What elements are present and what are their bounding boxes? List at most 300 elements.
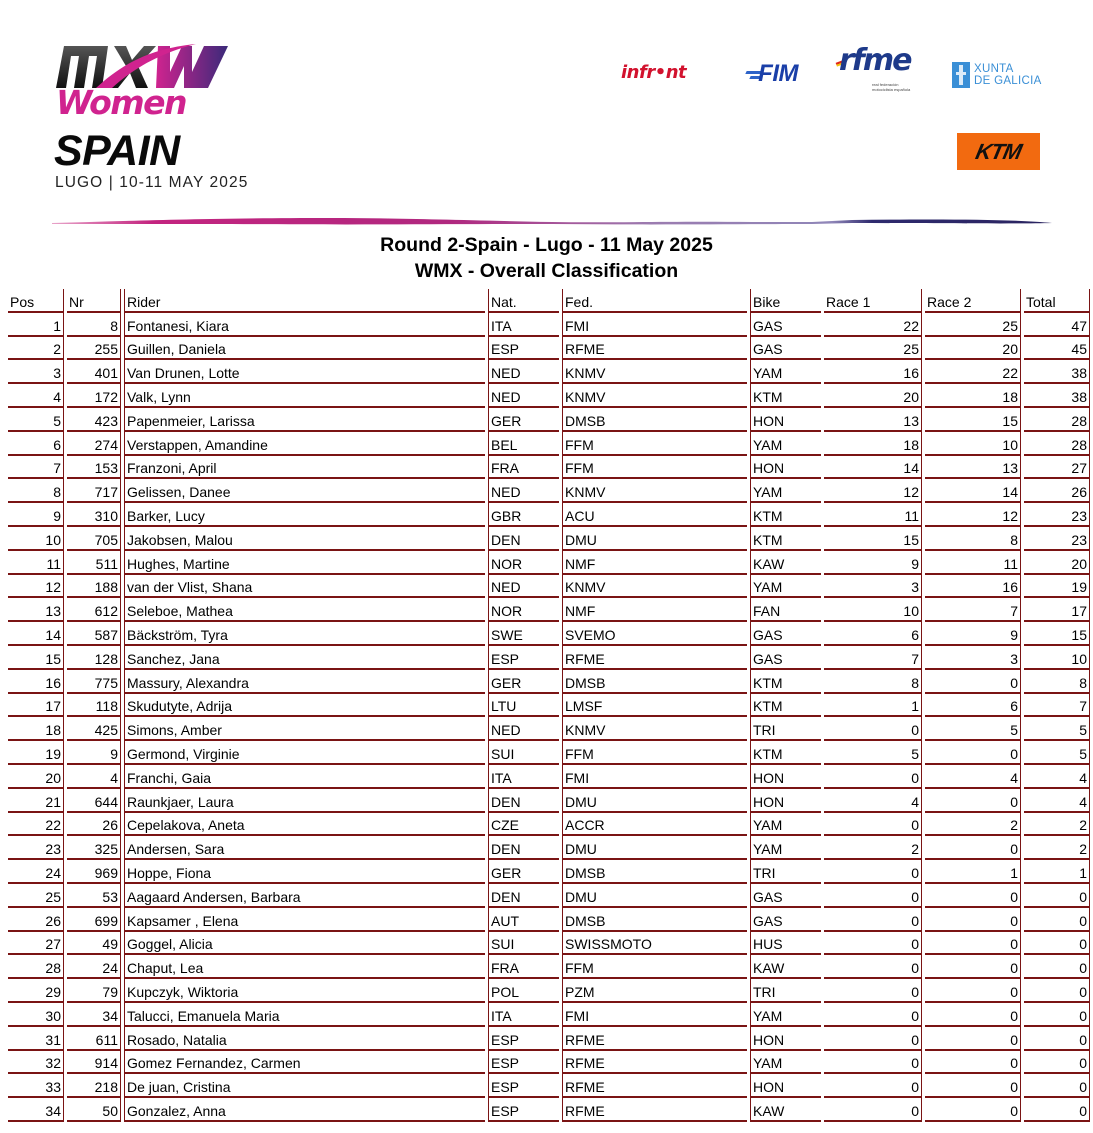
cell-race1: 0 bbox=[824, 955, 922, 979]
cell-fed: FFM bbox=[562, 456, 747, 480]
cell-nat: NOR bbox=[488, 551, 559, 575]
cell-race1: 4 bbox=[824, 789, 922, 813]
cell-nat: BEL bbox=[488, 432, 559, 456]
table-row bbox=[8, 955, 1090, 979]
cell-pos: 5 bbox=[8, 408, 64, 432]
cell-race1: 10 bbox=[824, 598, 922, 622]
cell-race1: 25 bbox=[824, 337, 922, 361]
cell-fed: NMF bbox=[562, 551, 747, 575]
cell-fed: RFME bbox=[562, 1051, 747, 1075]
cell-nr: 34 bbox=[67, 1003, 121, 1027]
cell-nr: 26 bbox=[67, 813, 121, 837]
cell-nr: 611 bbox=[67, 1027, 121, 1051]
cell-rider: Van Drunen, Lotte bbox=[124, 360, 485, 384]
cell-total: 0 bbox=[1024, 1098, 1090, 1122]
rfme-wordmark: rfme bbox=[839, 43, 911, 78]
cell-bike: YAM bbox=[750, 432, 821, 456]
cell-fed: RFME bbox=[562, 337, 747, 361]
cell-rider: Germond, Virginie bbox=[124, 741, 485, 765]
table-row bbox=[8, 479, 1090, 503]
cell-race2: 1 bbox=[925, 860, 1021, 884]
cell-race2: 14 bbox=[925, 479, 1021, 503]
cell-nr: 914 bbox=[67, 1051, 121, 1075]
cell-race1: 0 bbox=[824, 932, 922, 956]
cell-pos: 3 bbox=[8, 360, 64, 384]
table-row bbox=[8, 551, 1090, 575]
cell-bike: KTM bbox=[750, 384, 821, 408]
table-row bbox=[8, 1098, 1090, 1122]
cell-fed: FMI bbox=[562, 1003, 747, 1027]
cell-race2: 20 bbox=[925, 337, 1021, 361]
cell-nr: 9 bbox=[67, 741, 121, 765]
cell-rider: Kupczyk, Wiktoria bbox=[124, 979, 485, 1003]
cell-bike: GAS bbox=[750, 646, 821, 670]
cell-race1: 11 bbox=[824, 503, 922, 527]
col-header-pos: Pos bbox=[8, 289, 64, 313]
cell-nat: NOR bbox=[488, 598, 559, 622]
cell-fed: KNMV bbox=[562, 575, 747, 599]
cell-total: 38 bbox=[1024, 360, 1090, 384]
cell-race2: 0 bbox=[925, 741, 1021, 765]
cell-race2: 0 bbox=[925, 1051, 1021, 1075]
cell-rider: Hughes, Martine bbox=[124, 551, 485, 575]
fim-logo bbox=[746, 60, 798, 88]
cell-race1: 0 bbox=[824, 1074, 922, 1098]
cell-race2: 2 bbox=[925, 813, 1021, 837]
cell-total: 38 bbox=[1024, 384, 1090, 408]
cell-race2: 22 bbox=[925, 360, 1021, 384]
rfme-logo bbox=[836, 43, 918, 96]
cell-nat: DEN bbox=[488, 527, 559, 551]
xunta-de-galicia-logo bbox=[952, 62, 1044, 90]
event-logo bbox=[54, 40, 274, 195]
cell-nr: 274 bbox=[67, 432, 121, 456]
cell-bike: GAS bbox=[750, 908, 821, 932]
cell-bike: YAM bbox=[750, 575, 821, 599]
cell-rider: Bäckström, Tyra bbox=[124, 622, 485, 646]
cell-nat: ESP bbox=[488, 646, 559, 670]
cell-bike: KAW bbox=[750, 551, 821, 575]
cell-race2: 3 bbox=[925, 646, 1021, 670]
cell-fed: RFME bbox=[562, 646, 747, 670]
cell-fed: DMU bbox=[562, 836, 747, 860]
cell-pos: 11 bbox=[8, 551, 64, 575]
cell-nr: 218 bbox=[67, 1074, 121, 1098]
cell-total: 15 bbox=[1024, 622, 1090, 646]
cell-race1: 3 bbox=[824, 575, 922, 599]
cell-rider: Goggel, Alicia bbox=[124, 932, 485, 956]
table-row bbox=[8, 432, 1090, 456]
cell-race2: 0 bbox=[925, 789, 1021, 813]
cell-nat: AUT bbox=[488, 908, 559, 932]
col-header-bike: Bike bbox=[750, 289, 821, 313]
cell-pos: 23 bbox=[8, 836, 64, 860]
cell-nat: GER bbox=[488, 860, 559, 884]
cell-pos: 14 bbox=[8, 622, 64, 646]
ktm-logo bbox=[957, 133, 1040, 170]
cell-nat: NED bbox=[488, 384, 559, 408]
cell-race2: 0 bbox=[925, 979, 1021, 1003]
cell-race1: 0 bbox=[824, 1003, 922, 1027]
cell-bike: HON bbox=[750, 408, 821, 432]
results-body bbox=[8, 313, 1090, 1122]
cell-fed: DMSB bbox=[562, 408, 747, 432]
cell-fed: FFM bbox=[562, 955, 747, 979]
cell-fed: RFME bbox=[562, 1027, 747, 1051]
cell-nat: ESP bbox=[488, 1074, 559, 1098]
cell-bike: GAS bbox=[750, 337, 821, 361]
cell-nr: 49 bbox=[67, 932, 121, 956]
cell-nat: NED bbox=[488, 360, 559, 384]
cell-bike: HON bbox=[750, 789, 821, 813]
table-row bbox=[8, 360, 1090, 384]
cell-race1: 14 bbox=[824, 456, 922, 480]
cell-race1: 0 bbox=[824, 908, 922, 932]
cell-pos: 20 bbox=[8, 765, 64, 789]
cell-nat: GER bbox=[488, 408, 559, 432]
cell-nr: 4 bbox=[67, 765, 121, 789]
rfme-subtitle bbox=[872, 82, 910, 92]
table-row bbox=[8, 527, 1090, 551]
infront-logo: infr•nt bbox=[621, 62, 687, 83]
cell-nr: 775 bbox=[67, 670, 121, 694]
cell-race2: 0 bbox=[925, 932, 1021, 956]
cell-nat: ITA bbox=[488, 765, 559, 789]
cell-fed: DMU bbox=[562, 884, 747, 908]
event-venue-date: LUGO | 10-11 MAY 2025 bbox=[55, 174, 249, 191]
table-row bbox=[8, 313, 1090, 337]
cell-rider: Chaput, Lea bbox=[124, 955, 485, 979]
cell-pos: 34 bbox=[8, 1098, 64, 1122]
cell-total: 0 bbox=[1024, 932, 1090, 956]
cell-rider: Valk, Lynn bbox=[124, 384, 485, 408]
cell-race1: 0 bbox=[824, 813, 922, 837]
cell-bike: GAS bbox=[750, 622, 821, 646]
cell-fed: LMSF bbox=[562, 694, 747, 718]
cell-total: 2 bbox=[1024, 836, 1090, 860]
cell-bike: TRI bbox=[750, 979, 821, 1003]
xunta-line2: DE GALICIA bbox=[974, 75, 1042, 87]
cell-nr: 699 bbox=[67, 908, 121, 932]
cell-pos: 10 bbox=[8, 527, 64, 551]
cell-fed: FMI bbox=[562, 313, 747, 337]
cell-bike: HON bbox=[750, 1027, 821, 1051]
cell-pos: 28 bbox=[8, 955, 64, 979]
cell-rider: Cepelakova, Aneta bbox=[124, 813, 485, 837]
cell-nr: 310 bbox=[67, 503, 121, 527]
cell-rider: Papenmeier, Larissa bbox=[124, 408, 485, 432]
cell-race2: 15 bbox=[925, 408, 1021, 432]
cell-nat: ITA bbox=[488, 313, 559, 337]
col-header-nat: Nat. bbox=[488, 289, 559, 313]
cell-fed: NMF bbox=[562, 598, 747, 622]
cell-total: 4 bbox=[1024, 789, 1090, 813]
cell-rider: Jakobsen, Malou bbox=[124, 527, 485, 551]
event-round-title: Round 2-Spain - Lugo - 11 May 2025 bbox=[380, 234, 713, 256]
cell-nat: ITA bbox=[488, 1003, 559, 1027]
cell-race1: 22 bbox=[824, 313, 922, 337]
cell-total: 7 bbox=[1024, 694, 1090, 718]
cell-pos: 26 bbox=[8, 908, 64, 932]
cell-race2: 0 bbox=[925, 908, 1021, 932]
cell-bike: TRI bbox=[750, 860, 821, 884]
cell-pos: 19 bbox=[8, 741, 64, 765]
cell-rider: Gomez Fernandez, Carmen bbox=[124, 1051, 485, 1075]
cell-race2: 0 bbox=[925, 955, 1021, 979]
cell-nat: FRA bbox=[488, 955, 559, 979]
cell-pos: 16 bbox=[8, 670, 64, 694]
cell-total: 23 bbox=[1024, 503, 1090, 527]
cell-bike: HON bbox=[750, 456, 821, 480]
cell-race1: 0 bbox=[824, 1051, 922, 1075]
cell-bike: YAM bbox=[750, 1003, 821, 1027]
cell-nat: DEN bbox=[488, 884, 559, 908]
cell-race2: 6 bbox=[925, 694, 1021, 718]
cell-total: 0 bbox=[1024, 1051, 1090, 1075]
cell-total: 19 bbox=[1024, 575, 1090, 599]
cell-nat: NED bbox=[488, 575, 559, 599]
rfme-subtitle-line1: real federación bbox=[872, 82, 899, 87]
table-row bbox=[8, 456, 1090, 480]
fim-wordmark: FIM bbox=[758, 60, 798, 87]
cell-total: 0 bbox=[1024, 1027, 1090, 1051]
cell-race1: 0 bbox=[824, 1098, 922, 1122]
cell-nat: SWE bbox=[488, 622, 559, 646]
table-row bbox=[8, 717, 1090, 741]
table-row bbox=[8, 503, 1090, 527]
cell-rider: Skudutyte, Adrija bbox=[124, 694, 485, 718]
cell-nat: ESP bbox=[488, 1051, 559, 1075]
cell-rider: Massury, Alexandra bbox=[124, 670, 485, 694]
cell-rider: Simons, Amber bbox=[124, 717, 485, 741]
table-row bbox=[8, 670, 1090, 694]
cell-total: 45 bbox=[1024, 337, 1090, 361]
cell-bike: YAM bbox=[750, 360, 821, 384]
col-header-rider: Rider bbox=[124, 289, 485, 313]
cell-nr: 425 bbox=[67, 717, 121, 741]
cell-rider: Franchi, Gaia bbox=[124, 765, 485, 789]
cell-pos: 21 bbox=[8, 789, 64, 813]
cell-race2: 16 bbox=[925, 575, 1021, 599]
cell-rider: Raunkjaer, Laura bbox=[124, 789, 485, 813]
cell-race2: 0 bbox=[925, 1003, 1021, 1027]
cell-race1: 2 bbox=[824, 836, 922, 860]
cell-fed: FFM bbox=[562, 741, 747, 765]
galicia-emblem-icon bbox=[952, 62, 970, 88]
cell-nr: 153 bbox=[67, 456, 121, 480]
cell-race1: 12 bbox=[824, 479, 922, 503]
cell-bike: KTM bbox=[750, 694, 821, 718]
cell-fed: DMU bbox=[562, 527, 747, 551]
cell-rider: Fontanesi, Kiara bbox=[124, 313, 485, 337]
cell-race1: 0 bbox=[824, 860, 922, 884]
cell-race1: 9 bbox=[824, 551, 922, 575]
cell-nr: 423 bbox=[67, 408, 121, 432]
cell-nr: 188 bbox=[67, 575, 121, 599]
table-row bbox=[8, 575, 1090, 599]
cell-nat: POL bbox=[488, 979, 559, 1003]
cell-total: 0 bbox=[1024, 1003, 1090, 1027]
cell-total: 10 bbox=[1024, 646, 1090, 670]
cell-fed: ACU bbox=[562, 503, 747, 527]
cell-bike: YAM bbox=[750, 1051, 821, 1075]
cell-bike: FAN bbox=[750, 598, 821, 622]
cell-nr: 325 bbox=[67, 836, 121, 860]
cell-rider: Gonzalez, Anna bbox=[124, 1098, 485, 1122]
cell-total: 1 bbox=[1024, 860, 1090, 884]
table-row bbox=[8, 598, 1090, 622]
cell-bike: KTM bbox=[750, 670, 821, 694]
classification-title: WMX - Overall Classification bbox=[414, 260, 679, 282]
cell-rider: Sanchez, Jana bbox=[124, 646, 485, 670]
cell-race1: 6 bbox=[824, 622, 922, 646]
cell-rider: Talucci, Emanuela Maria bbox=[124, 1003, 485, 1027]
cell-pos: 29 bbox=[8, 979, 64, 1003]
rfme-subtitle-line2: motociclista española bbox=[872, 87, 911, 92]
cell-bike: KTM bbox=[750, 527, 821, 551]
cell-race1: 0 bbox=[824, 717, 922, 741]
cell-race2: 0 bbox=[925, 670, 1021, 694]
cell-total: 28 bbox=[1024, 408, 1090, 432]
cell-nat: CZE bbox=[488, 813, 559, 837]
cell-total: 23 bbox=[1024, 527, 1090, 551]
cell-race2: 10 bbox=[925, 432, 1021, 456]
cell-bike: KAW bbox=[750, 1098, 821, 1122]
cell-nat: LTU bbox=[488, 694, 559, 718]
table-row bbox=[8, 622, 1090, 646]
col-header-fed: Fed. bbox=[562, 289, 747, 313]
cell-nr: 118 bbox=[67, 694, 121, 718]
cell-pos: 17 bbox=[8, 694, 64, 718]
cell-race2: 0 bbox=[925, 1027, 1021, 1051]
cell-nr: 79 bbox=[67, 979, 121, 1003]
cell-fed: DMU bbox=[562, 789, 747, 813]
cell-rider: Franzoni, April bbox=[124, 456, 485, 480]
table-row bbox=[8, 1074, 1090, 1098]
cell-nr: 50 bbox=[67, 1098, 121, 1122]
cell-race1: 16 bbox=[824, 360, 922, 384]
cell-race2: 18 bbox=[925, 384, 1021, 408]
cell-bike: YAM bbox=[750, 836, 821, 860]
cell-pos: 32 bbox=[8, 1051, 64, 1075]
cell-race2: 0 bbox=[925, 836, 1021, 860]
page-title bbox=[0, 232, 1093, 284]
cell-nr: 969 bbox=[67, 860, 121, 884]
cell-pos: 31 bbox=[8, 1027, 64, 1051]
cell-pos: 9 bbox=[8, 503, 64, 527]
table-row bbox=[8, 694, 1090, 718]
cell-race1: 8 bbox=[824, 670, 922, 694]
cell-total: 0 bbox=[1024, 979, 1090, 1003]
cell-fed: KNMV bbox=[562, 360, 747, 384]
table-row bbox=[8, 646, 1090, 670]
table-row bbox=[8, 1027, 1090, 1051]
cell-nat: SUI bbox=[488, 741, 559, 765]
cell-nat: ESP bbox=[488, 337, 559, 361]
decorative-brush-divider bbox=[52, 214, 1052, 228]
col-header-nr: Nr bbox=[67, 289, 121, 313]
cell-race2: 11 bbox=[925, 551, 1021, 575]
women-wordmark: Women bbox=[56, 83, 187, 122]
cell-fed: KNMV bbox=[562, 479, 747, 503]
cell-bike: KAW bbox=[750, 955, 821, 979]
country-wordmark: SPAIN bbox=[54, 127, 180, 175]
cell-total: 26 bbox=[1024, 479, 1090, 503]
cell-nr: 717 bbox=[67, 479, 121, 503]
cell-nr: 612 bbox=[67, 598, 121, 622]
table-row bbox=[8, 765, 1090, 789]
cell-race2: 0 bbox=[925, 1098, 1021, 1122]
cell-nat: ESP bbox=[488, 1098, 559, 1122]
cell-nat: DEN bbox=[488, 789, 559, 813]
cell-nat: GBR bbox=[488, 503, 559, 527]
cell-pos: 7 bbox=[8, 456, 64, 480]
xunta-wordmark bbox=[974, 63, 1042, 87]
results-table bbox=[5, 289, 1093, 1122]
cell-total: 47 bbox=[1024, 313, 1090, 337]
cell-total: 0 bbox=[1024, 884, 1090, 908]
cell-nat: DEN bbox=[488, 836, 559, 860]
cell-race1: 1 bbox=[824, 694, 922, 718]
cell-race2: 9 bbox=[925, 622, 1021, 646]
cell-race2: 5 bbox=[925, 717, 1021, 741]
xunta-line1: XUNTA bbox=[974, 63, 1014, 75]
cell-pos: 2 bbox=[8, 337, 64, 361]
cell-rider: Aagaard Andersen, Barbara bbox=[124, 884, 485, 908]
cell-race2: 7 bbox=[925, 598, 1021, 622]
table-row bbox=[8, 741, 1090, 765]
cell-bike: HON bbox=[750, 765, 821, 789]
cell-pos: 1 bbox=[8, 313, 64, 337]
cell-total: 5 bbox=[1024, 717, 1090, 741]
cell-nat: NED bbox=[488, 479, 559, 503]
table-row bbox=[8, 384, 1090, 408]
table-row bbox=[8, 884, 1090, 908]
cell-nat: ESP bbox=[488, 1027, 559, 1051]
cell-pos: 4 bbox=[8, 384, 64, 408]
cell-race2: 0 bbox=[925, 1074, 1021, 1098]
cell-rider: Hoppe, Fiona bbox=[124, 860, 485, 884]
cell-nr: 705 bbox=[67, 527, 121, 551]
cell-total: 0 bbox=[1024, 908, 1090, 932]
table-row bbox=[8, 337, 1090, 361]
cell-bike: YAM bbox=[750, 479, 821, 503]
cell-pos: 25 bbox=[8, 884, 64, 908]
cell-race1: 0 bbox=[824, 1027, 922, 1051]
cell-fed: DMSB bbox=[562, 908, 747, 932]
cell-nat: SUI bbox=[488, 932, 559, 956]
cell-total: 5 bbox=[1024, 741, 1090, 765]
cell-fed: DMSB bbox=[562, 670, 747, 694]
cell-rider: Andersen, Sara bbox=[124, 836, 485, 860]
cell-total: 20 bbox=[1024, 551, 1090, 575]
table-row bbox=[8, 836, 1090, 860]
cell-nat: NED bbox=[488, 717, 559, 741]
cell-nat: FRA bbox=[488, 456, 559, 480]
cell-total: 2 bbox=[1024, 813, 1090, 837]
cell-bike: HUS bbox=[750, 932, 821, 956]
col-header-total: Total bbox=[1024, 289, 1090, 313]
cell-nr: 587 bbox=[67, 622, 121, 646]
cell-pos: 30 bbox=[8, 1003, 64, 1027]
cell-nr: 53 bbox=[67, 884, 121, 908]
ktm-wordmark: KTM bbox=[973, 138, 1024, 164]
cell-total: 28 bbox=[1024, 432, 1090, 456]
cell-total: 17 bbox=[1024, 598, 1090, 622]
cell-rider: Verstappen, Amandine bbox=[124, 432, 485, 456]
cell-rider: van der Vlist, Shana bbox=[124, 575, 485, 599]
cell-bike: GAS bbox=[750, 313, 821, 337]
